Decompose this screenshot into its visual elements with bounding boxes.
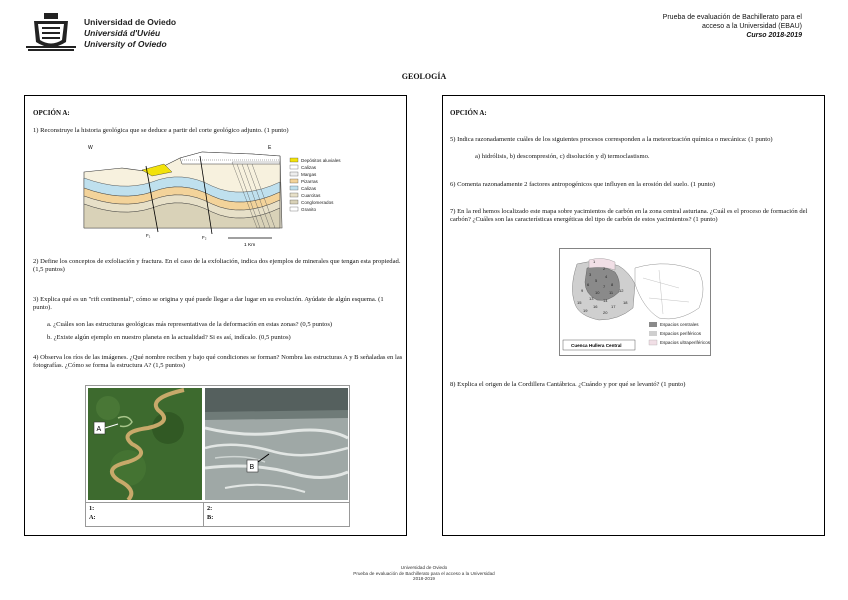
table-divider: [203, 502, 204, 526]
zone-number: 9: [581, 288, 584, 293]
question-8: 8) Explica el origen de la Cordillera Cantábrica. ¿Cuándo y por qué se levantó? (1 punto): [450, 381, 686, 388]
fault-label-1: F₁: [146, 233, 151, 238]
question-1: 1) Reconstruye la historia geológica que se deduce a partir del corte geológico adjunto. (1 punto): [33, 127, 289, 134]
river-photos-table: [85, 385, 350, 527]
page-footer: [0, 565, 848, 582]
legend-item: Depósitos aluviales: [301, 158, 341, 163]
question-7: 7) En la red hemos localizado este mapa sobre yacimientos de carbón en la zona central asturiana. ¿Cuál es el proceso de formación del carbón? ¿Cuáles son las características energéticas del tipo de carbón de estos yacimientos? (1 punto): [450, 208, 808, 224]
zone-number: 8: [611, 282, 614, 287]
right-panel: [442, 95, 825, 536]
question-5-options: a) hidrólisis, b) descompresión, c) disolución y d) termoclastismo.: [475, 153, 650, 160]
photo-label-a: A: [96, 426, 102, 433]
page-title: GEOLOGÍA: [401, 72, 447, 81]
zone-number: 1: [593, 259, 596, 264]
map-legend-item: Espacios periféricos: [660, 331, 702, 336]
legend-item: Calizas: [301, 186, 317, 191]
legend-item: Pizarras: [301, 179, 318, 184]
cell-b-label: B:: [207, 514, 214, 521]
left-panel: [24, 95, 407, 536]
exam-header: [663, 13, 802, 40]
university-name: [84, 17, 176, 50]
meandering-river-photo: [88, 388, 202, 500]
right-heading: OPCIÓN A:: [450, 109, 487, 117]
exam-line-2: acceso a la Universidad (EBAU): [702, 23, 802, 30]
cell-2-label: 2:: [207, 505, 213, 512]
table-divider: [86, 502, 349, 503]
question-6: 6) Comenta razonadamente 2 factores antropogénicos que influyen en la erosión del suelo. (1 punto): [450, 181, 715, 188]
zone-number: 13: [589, 296, 594, 301]
legend-item: Conglomerados: [301, 200, 334, 205]
university-logo: [26, 12, 76, 52]
legend-item: Cuarcitas: [301, 193, 321, 198]
uni-name-en: University of Oviedo: [84, 39, 167, 49]
zone-number: 15: [577, 300, 582, 305]
zone-number: 12: [619, 288, 624, 293]
zone-number: 4: [605, 274, 608, 279]
cell-a-label: A:: [89, 514, 96, 521]
zone-number: 11: [609, 290, 614, 295]
zone-number: 7: [603, 284, 606, 289]
question-5: 5) Indica razonadamente cuáles de los siguientes procesos corresponden a la meteorización química o mecánica: (1 punto): [450, 136, 773, 143]
geologic-cross-section: [82, 142, 362, 250]
question-3b: b. ¿Existe algún ejemplo en nuestro planeta en la actualidad? Si es así, indícalo. (0,5 puntos): [47, 334, 291, 341]
legend-item: Granito: [301, 207, 317, 212]
zone-number: 16: [593, 304, 598, 309]
footer-line-3: 2018-2019: [413, 576, 435, 582]
cross-section-legend: [290, 158, 341, 212]
left-heading: OPCIÓN A:: [33, 109, 70, 117]
question-3: 3) Explica qué es un "rift continental", cómo se origina y qué puede llegar a dar lugar en su evolución. Ayúdate de algún esquema. (1 punto).: [33, 296, 384, 312]
zone-number: 17: [611, 304, 616, 309]
zone-number: 5: [595, 278, 598, 283]
map-caption: Cuenca Hullera Central: [571, 343, 622, 348]
coal-basin-map: [559, 248, 711, 356]
fault-label-2: F₂: [202, 235, 207, 240]
zone-number: 2: [603, 266, 606, 271]
zone-number: 20: [603, 310, 608, 315]
footer-line-1: Universidad de Oviedo: [400, 565, 448, 570]
exam-line-1: Prueba de evaluación de Bachillerato para el: [662, 14, 802, 21]
zone-number: 6: [587, 282, 590, 287]
compass-e: E: [268, 145, 272, 151]
uni-name-ast: Universidá d'Uviéu: [84, 28, 161, 38]
legend-item: Margas: [301, 172, 317, 177]
photo-label-b: B: [249, 464, 255, 471]
question-3a: a. ¿Cuáles son las estructuras geológicas más representativas de la deformación en estas zonas? (0,5 puntos): [47, 321, 333, 328]
map-legend-item: Espacios centrales: [660, 322, 699, 327]
question-2: 2) Define los conceptos de exfoliación y fractura. En el caso de la exfoliación, indica dos ejemplos de minerales que tengan esta propiedad. (1,5 puntos): [33, 258, 401, 274]
zone-number: 14: [603, 298, 608, 303]
braided-river-photo: [205, 388, 348, 500]
zone-number: 3: [589, 272, 592, 277]
course-label: Curso 2018-2019: [746, 32, 802, 39]
footer-line-2: Prueba de evaluación de Bachillerato para el acceso a la Universidad: [353, 570, 495, 576]
zone-number: 19: [583, 308, 588, 313]
crest-icon: [26, 12, 76, 52]
scale-label: 1 Km: [244, 243, 256, 248]
question-4: 4) Observa los ríos de las imágenes. ¿Qué nombre reciben y bajo qué condiciones se forman? Nombra las estructuras A y B señaladas en las fotografías. ¿Cómo se forma la estructura A? (1,5 puntos): [33, 354, 403, 370]
cell-1-label: 1:: [89, 505, 95, 512]
uni-name-es: Universidad de Oviedo: [84, 17, 177, 27]
compass-w: W: [88, 145, 93, 151]
zone-number: 18: [623, 300, 628, 305]
map-legend-item: Espacios ultraperiféricos: [660, 340, 711, 345]
legend-item: Calizas: [301, 165, 317, 170]
zone-number: 10: [595, 290, 600, 295]
